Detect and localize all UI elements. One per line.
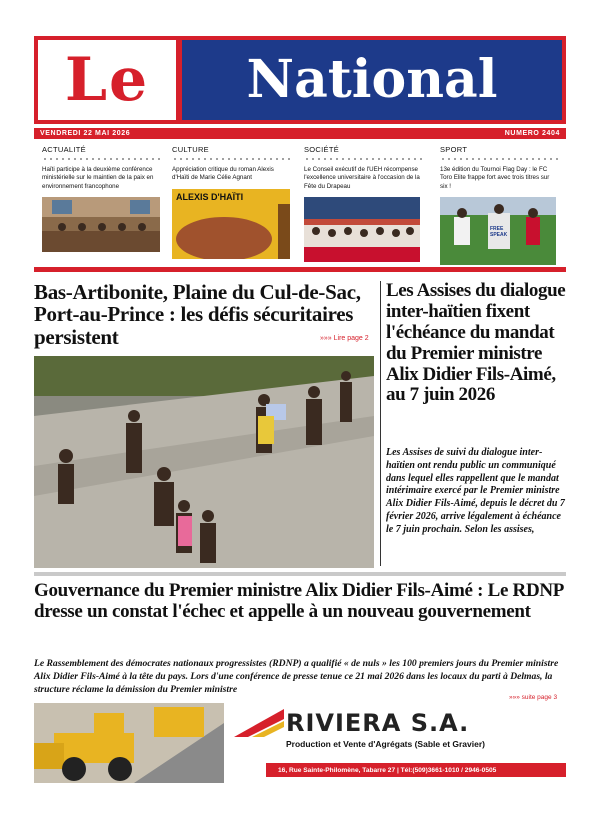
book-title: ALEXIS D'HAÏTI [176,191,244,202]
issue-number: NUMERO 2404 [504,130,560,137]
masthead-le-box [38,40,176,120]
continued-link[interactable]: »»» suite page 3 [509,694,558,701]
issue-date: VENDREDI 22 MAI 2026 [40,130,131,137]
category-label: SOCIÉTÉ [304,145,340,154]
category-label: CULTURE [172,145,209,154]
lead-dialogue: Les Assises de suivi du dialogue inter-haïtien ont rendu public un communiqué dans lequel elles rappellent que le mandat intérimaire exercé par le Premier ministre Alix Didier Fils-Aimé, depuis le décret du 7 février 2026, arrive légalement à échéance le 7 juin prochain. Selon les assises, [386,447,565,535]
teaser-text: 13e édition du Tournoi Flag Day : le FC Toro Elite frappe fort avec trois titres sur six ! [440,166,550,190]
conference-photo [42,197,160,252]
read-more-link[interactable]: »»» Lire page 2 [320,335,369,342]
dotted-divider [440,157,558,161]
dotted-divider [172,157,292,161]
ad-tagline: Production et Vente d'Agrégats (Sable et Gravier) [286,739,485,749]
column-divider [380,281,381,566]
masthead-national-box [182,40,562,120]
headline-security[interactable]: Bas-Artibonite, Plaine du Cul-de-Sac, Port-au-Prince : les défis sécuritaires persistent [34,280,361,349]
headline-dialogue[interactable]: Les Assises du dialogue inter-haïtien fixent l'échéance du mandat du Premier ministre Alix Didier Fils-Aimé, au 7 juin 2026 [386,280,566,406]
date-bar [34,128,566,139]
masthead [34,36,566,124]
masthead-national: National [246,49,498,110]
masthead-le: Le [64,45,150,115]
lead-rdnp: Le Rassemblement des démocrates nationaux progressistes (RDNP) a qualifié « de nuls » les 100 premiers jours du Premier ministre Alix Didier Fils-Aimé à la tête du pays. Lors d'une conférence de presse tenue ce 21 mai 2026 dans les locaux du parti à Delmas, la structure réclame la démission du Premier ministre [34,658,559,695]
topstrip-culture[interactable] [172,145,292,259]
dotted-divider [42,157,160,161]
headline-rdnp[interactable]: Gouvernance du Premier ministre Alix Didier Fils-Aimé : Le RDNP dresse un constat l'échec et appelle à un nouveau gouvernement [34,580,564,623]
book-cover-photo [172,189,290,259]
ad-contact: 16, Rue Sainte-Philomène, Tabarre 27 | Tél:(509)3661-1010 / 2946-0505 [266,763,566,777]
dotted-divider [304,157,422,161]
ad-loader-photo [34,703,224,783]
topstrip-sport[interactable] [440,145,558,265]
section-divider [34,267,566,272]
teaser-text: Appréciation critique du roman Alexis d'Haïti de Marie Célie Agnant [172,166,274,182]
category-label: ACTUALITÉ [42,145,86,154]
ceremony-photo [304,197,420,262]
ad-riviera[interactable] [226,703,566,783]
ad-brand: RIVIERA S.A. [286,709,470,737]
main-photo-displaced-people [34,356,374,568]
topstrip-actualite[interactable] [42,145,160,252]
category-label: SPORT [440,145,468,154]
football-photo [440,197,556,265]
jersey-sign: FREE SPEAK [490,226,508,238]
section-divider-grey [34,572,566,576]
riviera-logo-icon [234,709,284,737]
teaser-text: Le Conseil exécutif de l'UEH récompense l'excellence universitaire à l'occasion de la Fête du Drapeau [304,166,420,190]
teaser-text: Haïti participe à la deuxième conférence ministérielle sur le maintien de la paix en environnement francophone [42,166,154,190]
topstrip-societe[interactable] [304,145,422,262]
